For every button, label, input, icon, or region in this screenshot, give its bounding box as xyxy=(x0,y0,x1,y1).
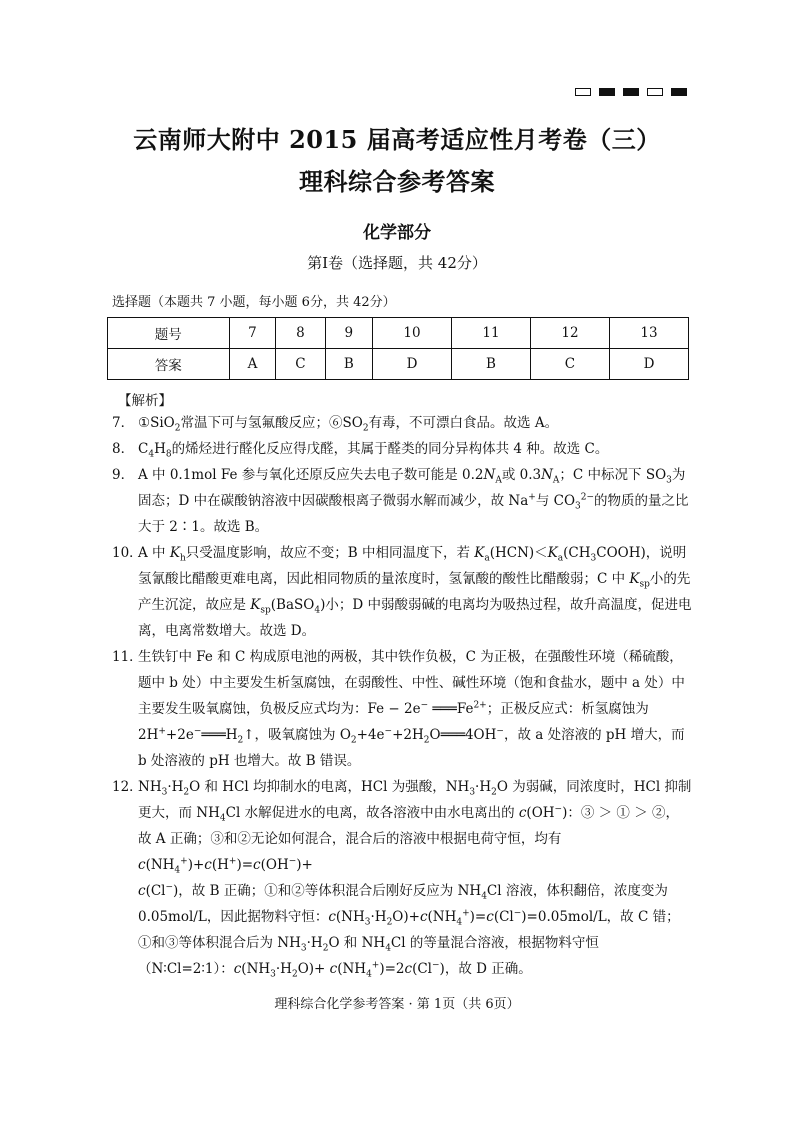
analysis-item-11: 11． 生铁钉中 Fe 和 C 构成原电池的两极，其中铁作负极，C 为正极，在强酸性环境（稀硫酸，题中 b 处）中主要发生析氢腐蚀，在弱酸性、中性、碱性环境（饱和食盐水，题中 a 处）中主要发生吸氧腐蚀，负极反应式均为：Fe − 2e− $═══Fe^{2+}$；正极反应式：析氢腐蚀为 $2H^++2e^-═══H_2↑$，吸氧腐蚀为 $O_2+4e^-+2H_2O═══4OH^-$，故 a 处溶液的 pH 增大，而 b 处溶液的 pH 也增大。故 B 错误。 xyxy=(112,649,685,769)
table-row xyxy=(108,318,689,349)
analysis-item-9: 9． A 中 0.1mol Fe 参与氧化还原反应失去电子数可能是 $0.2N_A$或 $0.3N_A$；C 中标况下 $SO_3$为固态；D 中在碳酸钠溶液中因碳酸根离子微弱水解而减少，故 Na+与 $CO_3^{2-}$的物质的量之比大于 2∶1。故选 B。 xyxy=(112,467,689,535)
square-outline-mark xyxy=(647,88,663,96)
row-label: 题号 xyxy=(108,318,230,349)
analysis-item-10: 10． A 中 $K_h$只受温度影响，故应不变；B 中相同温度下，若 $K_a(HCN)<K_a(CH_3COOH)$，说明氢氰酸比醋酸更难电离，因此相同物质的量浓度时，氢氰酸的酸性比醋酸弱；C 中 $K_{sp}$小的先产生沉淀，故应是 $K_{sp}(BaSO_4)$小；D 中弱酸弱碱的电离均为吸热过程，故升高温度，促进电离，电离常数增大。故选 D。 xyxy=(112,545,692,639)
page-footer: 理科综合化学参考答案 · 第 1页（共 6页） xyxy=(274,997,520,1012)
question-number: 8 xyxy=(276,318,325,349)
answer-table xyxy=(107,317,689,380)
square-outline-mark xyxy=(575,88,591,96)
question-number: 11 xyxy=(451,318,530,349)
answer-cell: C xyxy=(530,349,609,380)
answer-cell: C xyxy=(276,349,325,380)
question-number: 12 xyxy=(530,318,609,349)
table-row xyxy=(108,349,689,380)
square-filled-mark xyxy=(623,88,639,96)
analysis-body xyxy=(112,410,692,982)
analysis-label: 【解析】 xyxy=(118,393,172,409)
question-number: 9 xyxy=(325,318,372,349)
analysis-item-8: 8． $C_4H_8$的烯烃进行醛化反应得戊醛，其属于醛类的同分异构体共 4 种。故选 C。 xyxy=(112,441,609,460)
square-filled-mark xyxy=(599,88,615,96)
section-note: 选择题（本题共 7 小题，每小题 6分，共 42分） xyxy=(112,295,396,310)
analysis-item-12: 12． $NH_3\cdot H_2O$ 和 HCl 均抑制水的电离，HCl 为强酸，$NH_3\cdot H_2O$ 为弱碱，同浓度时，HCl 抑制更大，而 $NH_4Cl$ 水解促进水的电离，故各溶液中由水电离出的 c(OH−)：③ ＞ ① ＞ ②，故 A 正确；③和②无论如何混合，混合后的溶液中根据电荷守恒，均有 $c(NH_4^+)+c(H^+)=c(OH^-)+$ c(Cl−)，故 B 正确；①和②等体积混合后刚好反应为 $NH_4Cl$ 溶液，体积翻倍，浓度变为 0.05mol/L，因此据物料守恒：$c(NH_3\cdot H_2O)+c(NH_4^+)=c(Cl^-)=0.05mol/L$，故 C 错；①和③等体积混合后为 $NH_3\cdot H_2O$ 和 $NH_4Cl$ 的等量混合溶液，根据物料守恒（N∶Cl=2∶1）：$c(NH_3\cdot H_2O)+ c(NH_4^+)=2c(Cl^-)$，故 D 正确。 xyxy=(112,779,692,980)
answer-cell: A xyxy=(229,349,276,380)
question-number: 13 xyxy=(609,318,688,349)
answer-cell: D xyxy=(609,349,688,380)
row-label: 答案 xyxy=(108,349,230,380)
answer-cell: B xyxy=(325,349,372,380)
answer-cell: B xyxy=(451,349,530,380)
question-number: 10 xyxy=(373,318,452,349)
square-filled-mark xyxy=(671,88,687,96)
volume-heading: 第Ⅰ卷（选择题，共 42分） xyxy=(307,254,487,272)
question-number: 7 xyxy=(229,318,276,349)
document-title: 云南师大附中 2015 届高考适应性月考卷（三） xyxy=(133,125,661,154)
section-heading: 化学部分 xyxy=(363,223,431,243)
registration-marks xyxy=(575,88,687,96)
document-subtitle: 理科综合参考答案 xyxy=(299,167,495,196)
analysis-item-7: 7． ①SiO$_2$常温下可与氢氟酸反应；$⑥SO_2$有毒，不可漂白食品。故选 A。 xyxy=(112,415,559,434)
answer-cell: D xyxy=(373,349,452,380)
